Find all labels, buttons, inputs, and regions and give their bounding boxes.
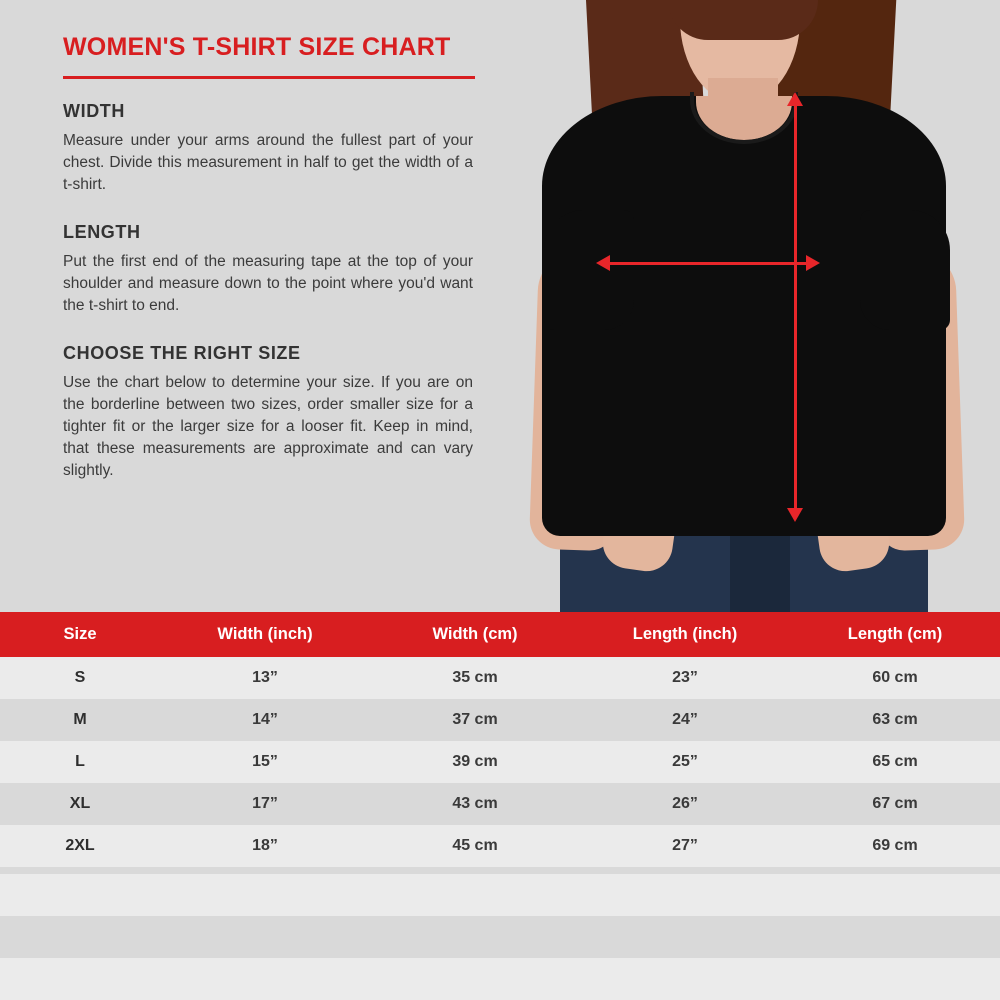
model-sleeve-right (860, 210, 950, 330)
cell-width-inch: 14” (160, 699, 370, 741)
cell-width-cm: 37 cm (370, 699, 580, 741)
table-row (0, 741, 1000, 783)
cell-length-inch: 27” (580, 825, 790, 867)
arrow-left-icon (596, 255, 610, 271)
table-filler-row (0, 874, 1000, 916)
table-row (0, 825, 1000, 867)
arrow-right-icon (806, 255, 820, 271)
cell-size: L (0, 741, 160, 783)
table-filler-row (0, 916, 1000, 958)
model-sleeve-left (544, 210, 634, 330)
section-body-choose-size: Use the chart below to determine your size. If you are on the borderline between two sizes, order smaller size for a tighter fit or the larger size for a looser fit. Keep in mind, that these measurements are approximate and can vary slightly. (63, 373, 473, 479)
column-header-length-inch: Length (inch) (580, 612, 790, 657)
column-header-width-inch: Width (inch) (160, 612, 370, 657)
section-heading-choose-size: CHOOSE THE RIGHT SIZE (63, 342, 301, 363)
size-table-body (0, 657, 1000, 867)
section-body-width: Measure under your arms around the fullest part of your chest. Divide this measurement in half to get the width of a t-shirt. (63, 131, 473, 193)
cell-length-cm: 69 cm (790, 825, 1000, 867)
title-divider (63, 76, 475, 79)
model-illustration (500, 0, 1000, 612)
page-title: WOMEN'S T-SHIRT SIZE CHART (63, 33, 451, 61)
cell-width-inch: 18” (160, 825, 370, 867)
cell-size: 2XL (0, 825, 160, 867)
info-panel (63, 34, 483, 482)
cell-width-cm: 35 cm (370, 657, 580, 699)
size-table-head (0, 612, 1000, 657)
cell-width-inch: 17” (160, 783, 370, 825)
cell-length-cm: 65 cm (790, 741, 1000, 783)
section-heading-length: LENGTH (63, 221, 141, 242)
table-filler-row (0, 958, 1000, 1000)
column-header-length-cm: Length (cm) (790, 612, 1000, 657)
cell-size: S (0, 657, 160, 699)
hair-icon (668, 0, 818, 40)
cell-length-inch: 23” (580, 657, 790, 699)
cell-length-cm: 60 cm (790, 657, 1000, 699)
table-row (0, 699, 1000, 741)
cell-length-cm: 63 cm (790, 699, 1000, 741)
cell-width-inch: 13” (160, 657, 370, 699)
cell-length-inch: 26” (580, 783, 790, 825)
cell-width-inch: 15” (160, 741, 370, 783)
table-header-row (0, 612, 1000, 657)
cell-size: XL (0, 783, 160, 825)
table-row (0, 657, 1000, 699)
arrow-down-icon (787, 508, 803, 522)
arrow-up-icon (787, 92, 803, 106)
section-heading-width: WIDTH (63, 100, 125, 121)
column-header-size: Size (0, 612, 160, 657)
cell-width-cm: 43 cm (370, 783, 580, 825)
size-table (0, 612, 1000, 867)
cell-width-cm: 39 cm (370, 741, 580, 783)
cell-size: M (0, 699, 160, 741)
cell-length-cm: 67 cm (790, 783, 1000, 825)
column-header-width-cm: Width (cm) (370, 612, 580, 657)
cell-length-inch: 25” (580, 741, 790, 783)
cell-length-inch: 24” (580, 699, 790, 741)
section-body-length: Put the first end of the measuring tape at the top of your shoulder and measure down to the point where you'd want the t-shirt to end. (63, 252, 473, 314)
table-row (0, 783, 1000, 825)
cell-width-cm: 45 cm (370, 825, 580, 867)
width-measure-line (606, 262, 810, 265)
length-measure-line (794, 100, 797, 516)
